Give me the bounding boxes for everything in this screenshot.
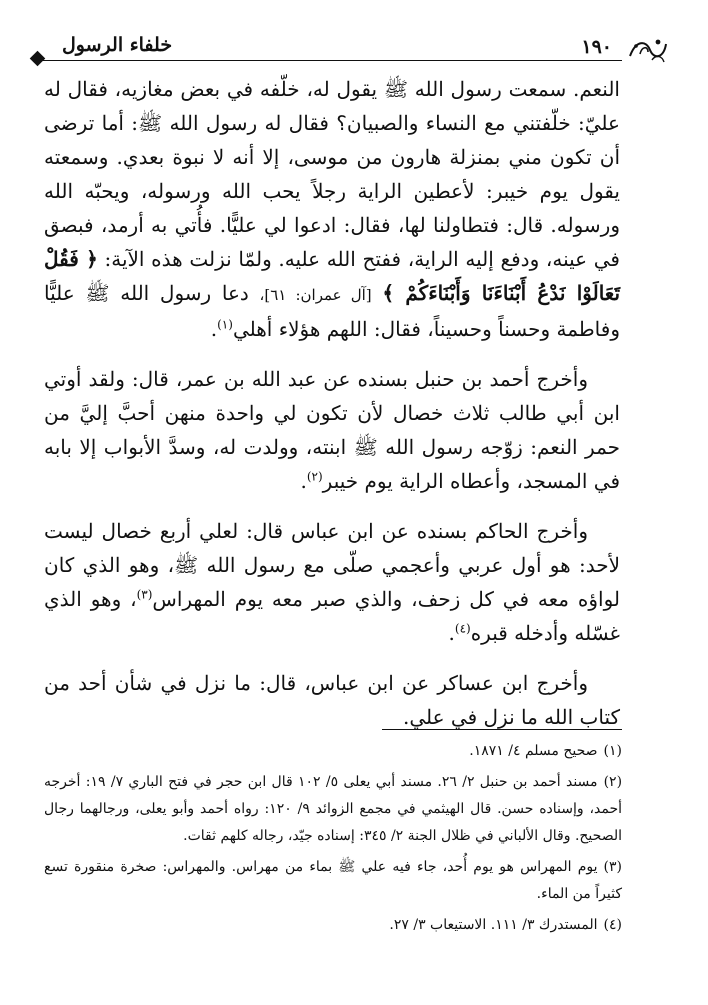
paragraph-3-mid: ، وهو الذي غسّله وأدخله قبره — [44, 587, 620, 645]
paragraph-3: وأخرج الحاكم بسنده عن ابن عباس قال: لعلي أربع خصال ليست لأحد: هو أول عربي وأعجمي صلّى مع رسول الله ﷺ، وهو الذي كان لواؤه معه في كل زحف، والذي صبر معه يوم المهراس$^{(٣)}$، وهو الذي غسّله وأدخله قبره$^{(٤)}$. — [44, 519, 620, 645]
footnote-ref-4[interactable]: (٤) — [454, 621, 471, 636]
footnote-number: (١) — [603, 743, 622, 759]
floral-ornament-icon — [626, 34, 670, 64]
page-header — [30, 30, 670, 72]
footnotes — [44, 738, 622, 943]
footnote-text: يوم المهراس هو يوم أُحد، جاء فيه علي ﷺ بماء من مهراس. والمهراس: صخرة منقورة تسع كثيراً من الماء. — [44, 859, 622, 902]
footnote-number: (٤) — [603, 917, 622, 933]
paragraph-1-text: النعم. سمعت رسول الله ﷺ يقول له، خلّفه في بعض مغازيه، فقال له عليّ: خلّفتني مع النساء والصبيان؟ فقال له رسول الله ﷺ: أما ترضى أن تكون مني بمنزلة هارون من موسى، إلا أنه لا نبوة بعدي. وسمعته يقول يوم خيبر: لأعطين الراية رجلاً يحب الله ورسوله، ويحبّه الله ورسوله. قال: فتطاولنا لها، فقال: ادعوا لي عليًّا. فأُتي به أرمد، فبصق في عينه، ودفع إليه الراية، ففتح الله عليه. ولمّا نزلت هذه الآية: — [44, 77, 620, 271]
footnote-1 — [44, 738, 622, 765]
diamond-ornament-icon — [30, 51, 46, 67]
footnote-text: صحيح مسلم ٤/ ١٨٧١. — [469, 743, 598, 759]
footnote-separator — [382, 729, 622, 730]
page-number: ١٩٠ — [573, 36, 620, 58]
verse-reference: [آل عمران: ٦١]، — [259, 286, 372, 304]
footnote-ref-3[interactable]: (٣) — [136, 587, 153, 602]
running-title: خلفاء الرسول — [52, 34, 182, 56]
paragraph-4 — [44, 666, 620, 734]
paragraph-2: وأخرج أحمد بن حنبل بسنده عن عبد الله بن عمر، قال: ولقد أوتي ابن أبي طالب ثلاث خصال لأن تكون لي واحدة منهن أحبَّ إليَّ من حمر النعم: زوّجه رسول الله ﷺ ابنته، وولدت له، وسدَّ الأبواب إلا بابه في المسجد، وأعطاه الراية يوم خيبر$^{(٢)}$. — [44, 367, 620, 493]
paragraph-4-text: وأخرج ابن عساكر عن ابن عباس، قال: ما نزل في شأن أحد من كتاب الله ما نزل في علي. — [44, 671, 620, 729]
footnote-ref-1[interactable]: (١) — [217, 317, 233, 332]
footnote-3 — [44, 854, 622, 908]
footnote-text: مسند أحمد بن حنبل ٢/ ٢٦. مسند أبي يعلى ٥/ ١٠٢ قال ابن حجر في فتح الباري ٧/ ١٩: أخرجه أحمد، وإسناده حسن. قال الهيثمي في مجمع الزوائد ٩/ ١٢٠: رواه أحمد وأبو يعلى، ورجالهما رجال الصحيح. وقال الألباني في ظلال الجنة ٢/ ٣٤٥: إسناده جيّد، رجاله كلهم ثقات. — [44, 774, 623, 844]
footnote-number: (٢) — [603, 774, 623, 790]
footnote-4 — [44, 912, 622, 939]
paragraph-2-text: وأخرج أحمد بن حنبل بسنده عن عبد الله بن عمر، قال: ولقد أوتي ابن أبي طالب ثلاث خصال لأن تكون لي واحدة منهن أحبَّ إليَّ من حمر النعم: زوّجه رسول الله ﷺ ابنته، وولدت له، وسدَّ الأبواب إلا بابه في المسجد، وأعطاه الراية يوم خيبر — [44, 367, 620, 493]
quran-verse: ﴿ فَقُلْ تَعَالَوْا نَدْعُ أَبْنَاءَنَا وَأَبْنَاءَكُمْ ﴾ — [44, 247, 621, 305]
main-text — [44, 72, 620, 750]
footnote-text: المستدرك ٣/ ١١١. الاستيعاب ٣/ ٢٧. — [389, 917, 598, 933]
footnote-ref-2[interactable]: (٢) — [306, 469, 323, 484]
header-rule — [42, 60, 622, 61]
footnote-2 — [44, 769, 622, 850]
paragraph-3-text: وأخرج الحاكم بسنده عن ابن عباس قال: لعلي أربع خصال ليست لأحد: هو أول عربي وأعجمي صلّى مع رسول الله ﷺ، وهو الذي كان لواؤه معه في كل زحف، والذي صبر معه يوم المهراس — [44, 519, 620, 611]
footnote-number: (٣) — [603, 859, 622, 875]
paragraph-1: النعم. سمعت رسول الله ﷺ يقول له، خلّفه في بعض مغازيه، فقال له عليّ: خلّفتني مع النساء والصبيان؟ فقال له رسول الله ﷺ: أما ترضى أن تكون مني بمنزلة هارون من موسى، إلا أنه لا نبوة بعدي. وسمعته يقول يوم خيبر: لأعطين الراية رجلاً يحب الله ورسوله، ويحبّه الله ورسوله. قال: فتطاولنا لها، فقال: ادعوا لي عليًّا. فأُتي به أرمد، فبصق في عينه، ودفع إليه الراية، ففتح الله عليه. ولمّا نزلت هذه الآية: ﴿ فَقُلْ تَعَالَوْا نَدْعُ أَبْنَاءَنَا وَأَبْنَاءَكُمْ ﴾ [آل عمران: ٦١]، دعا رسول الله ﷺ عليًّا وفاطمة وحسناً وحسيناً، فقال: اللهم هؤلاء أهلي$^{(١)}$. — [44, 77, 621, 341]
paragraph-1-end: دعا رسول الله ﷺ عليًّا وفاطمة وحسناً وحسيناً، فقال: اللهم هؤلاء أهلي — [44, 281, 620, 341]
